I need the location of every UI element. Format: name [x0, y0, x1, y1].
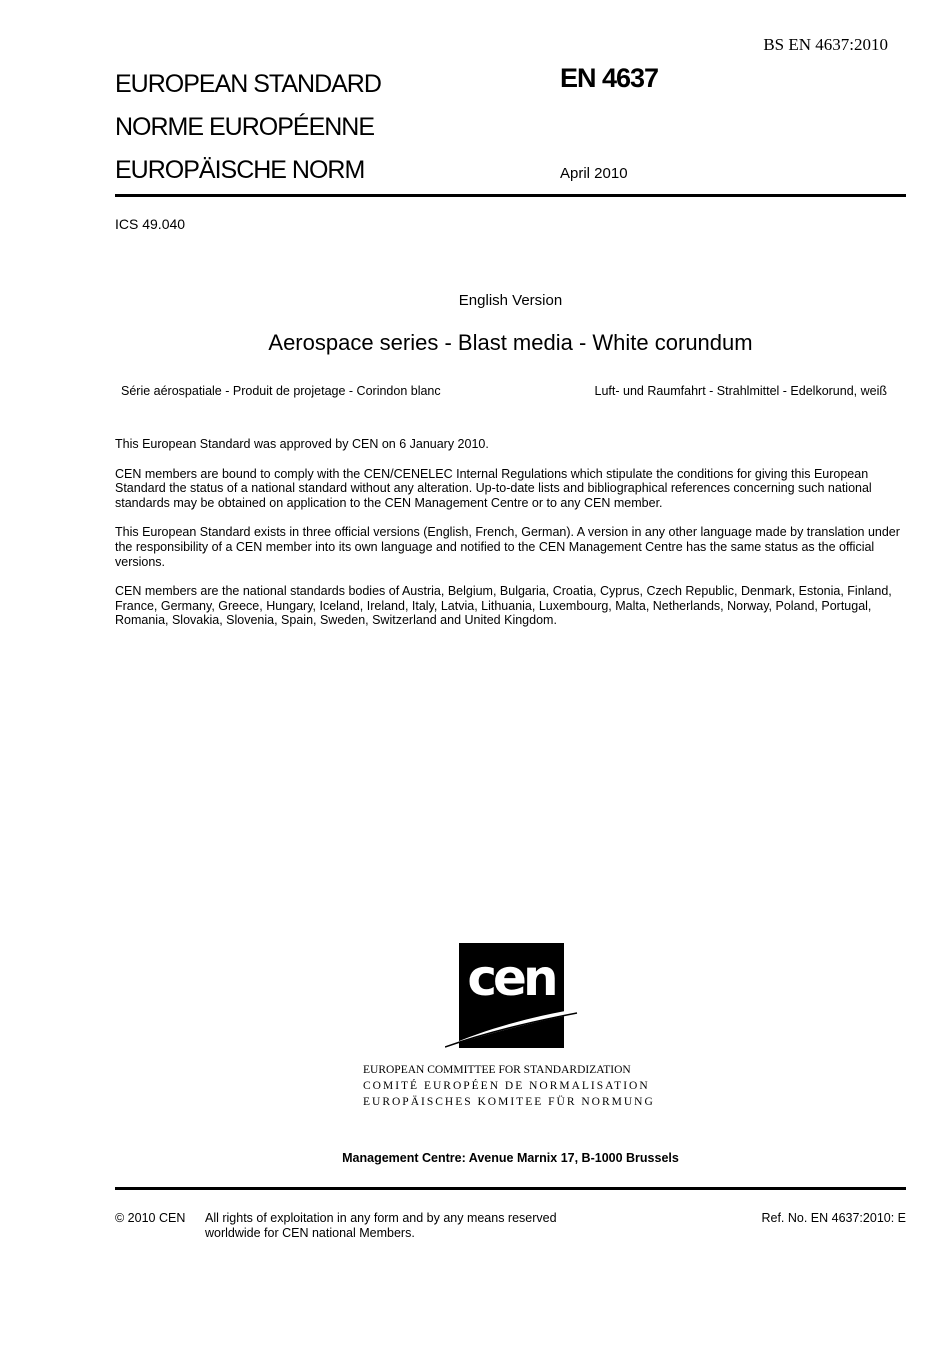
document-title-french: Série aérospatiale - Produit de projetage - Corindon blanc [121, 384, 441, 398]
cen-logo-text: cen [467, 949, 555, 1007]
approval-text [115, 437, 906, 643]
copyright: © 2010 CEN [115, 1211, 186, 1225]
standard-titles [115, 63, 381, 192]
committee-name-en: EUROPEAN COMMITTEE FOR STANDARDIZATION [363, 1064, 631, 1076]
cen-logo-graphic [445, 943, 579, 1050]
committee-name-de: EUROPÄISCHES KOMITEE FÜR NORMUNG [363, 1096, 655, 1108]
header-divider [115, 194, 906, 197]
paragraph: CEN members are the national standards bodies of Austria, Belgium, Bulgaria, Croatia, Cyprus, Czech Republic, Denmark, Estonia, Finland, France, Germany, Greece, Hungary, Iceland, Ireland, Italy, Latvia, Lithuania, Luxembourg, Malta, Netherlands, Norway, Poland, Portugal, Romania, Slovakia, Slovenia, Spain, Sweden, Switzerland and United Kingdom. [115, 584, 892, 628]
publication-date: April 2010 [560, 165, 628, 182]
document-title: Aerospace series - Blast media - White corundum [268, 330, 753, 355]
committee-name-fr: COMITÉ EUROPÉEN DE NORMALISATION [363, 1080, 650, 1092]
document-title-german: Luft- und Raumfahrt - Strahlmittel - Edelkorund, weiß [594, 384, 887, 398]
reference-number: Ref. No. EN 4637:2010: E [761, 1211, 906, 1225]
paragraph: CEN members are bound to comply with the CEN/CENELEC Internal Regulations which stipulate the conditions for giving this European Standard the status of a national standard without any alteration. Up-to-date lists and bibliographical references concerning such national standards may be obtained on application to the CEN Management Centre or to any CEN member. [115, 466, 872, 510]
ics-code: ICS 49.040 [115, 216, 186, 232]
version-label: English Version [458, 292, 563, 309]
footer-divider [115, 1187, 906, 1190]
title-french: NORME EUROPÉENNE [115, 113, 375, 141]
title-english: EUROPEAN STANDARD [115, 70, 381, 98]
committee-names [363, 1062, 655, 1110]
standard-number: EN 4637 [560, 63, 659, 93]
title-german: EUROPÄISCHE NORM [115, 156, 365, 184]
bs-reference: BS EN 4637:2010 [763, 35, 888, 54]
paragraph: This European Standard was approved by CEN on 6 January 2010. [115, 437, 489, 451]
rights-statement: All rights of exploitation in any form and by any means reserved worldwide for CEN national Members. [205, 1211, 557, 1240]
paragraph: This European Standard exists in three official versions (English, French, German). A version in any other language made by translation under the responsibility of a CEN member into its own language and notified to the CEN Management Centre has the same status as the official versions. [115, 525, 900, 569]
cen-logo-icon [445, 943, 579, 1050]
management-centre-address: Management Centre: Avenue Marnix 17, B-1000 Brussels [342, 1151, 679, 1165]
